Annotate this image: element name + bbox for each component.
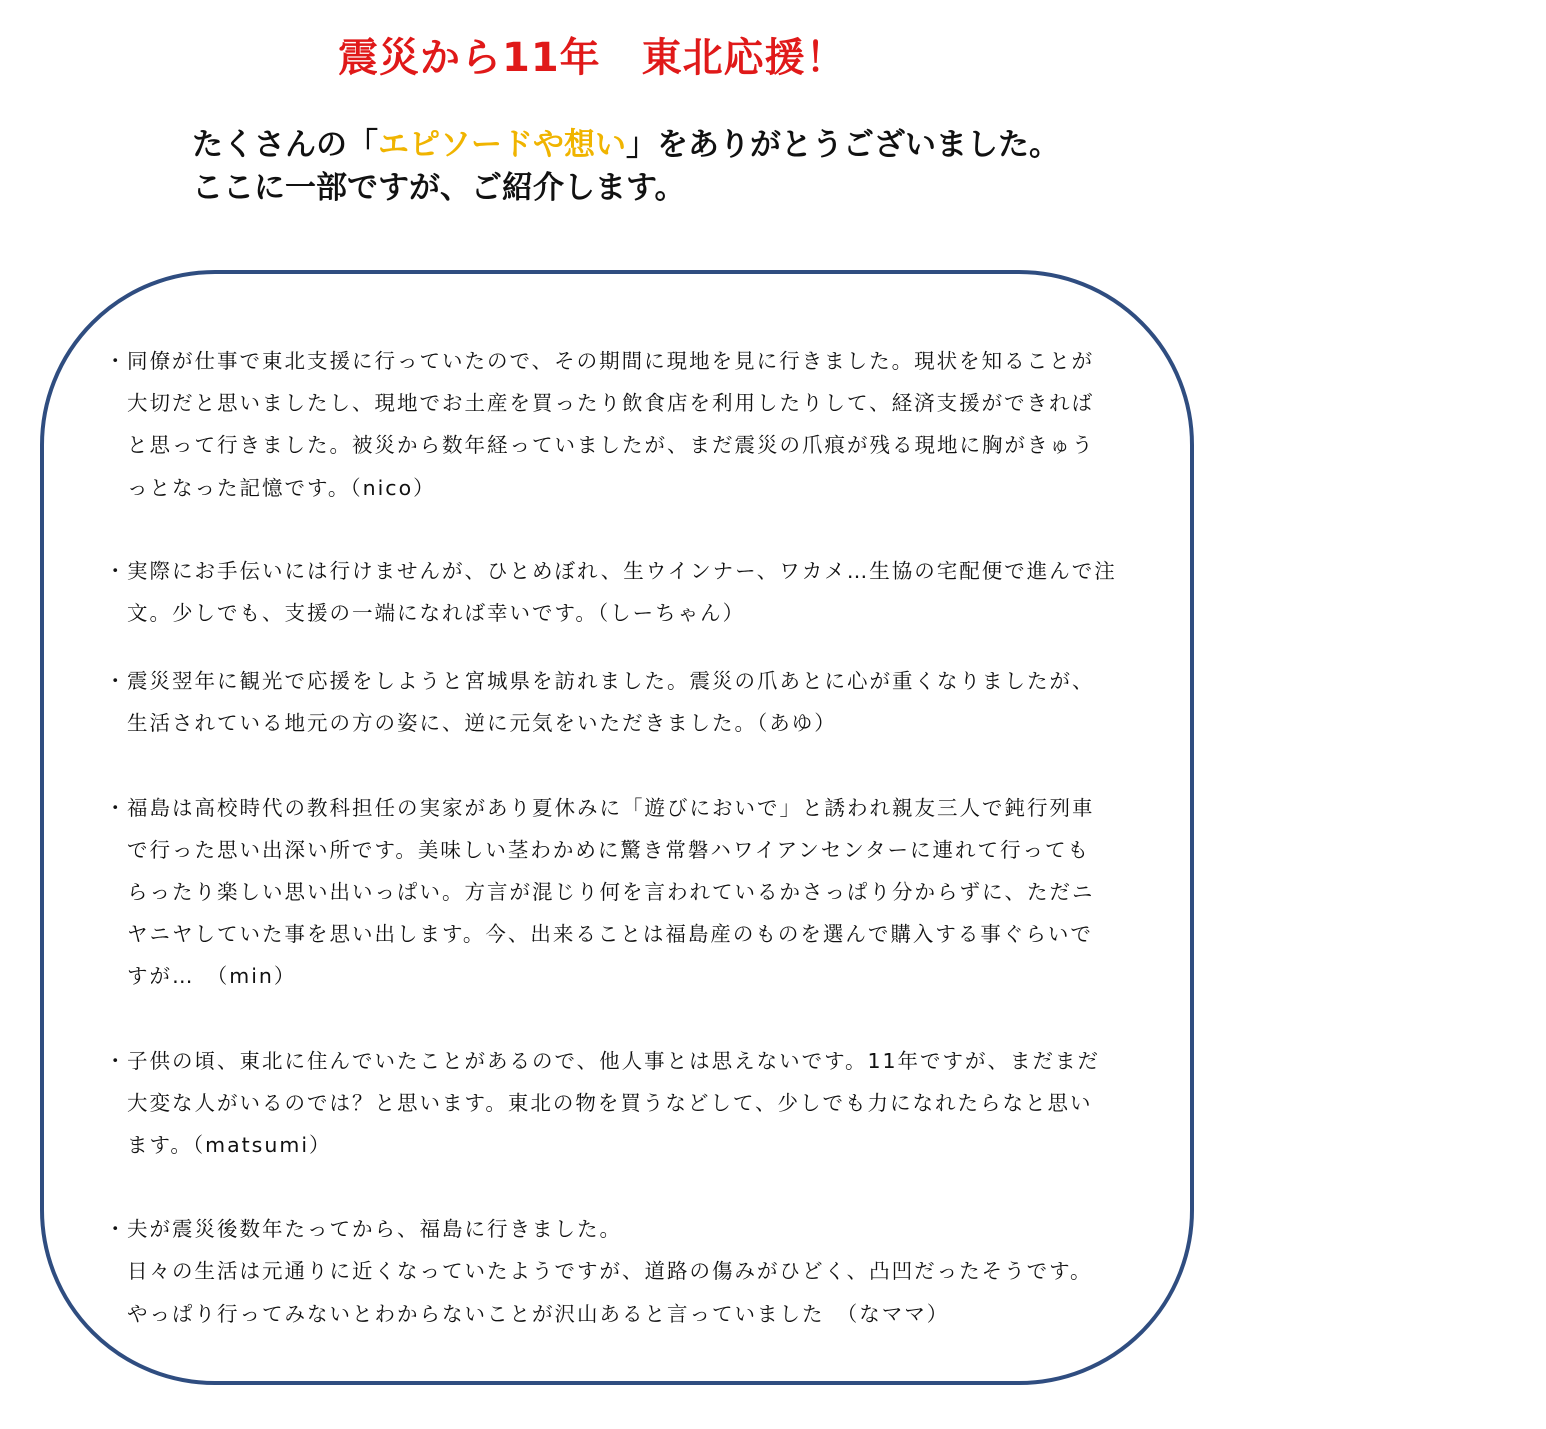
episode-line: で行った思い出深い所です。美味しい茎わかめに驚き常磐ハワイアンセンターに連れて行っても — [127, 837, 1090, 862]
episode-item — [105, 787, 1145, 998]
subtitle-text-before: たくさんの「 — [192, 127, 378, 163]
episode-list — [105, 340, 1145, 1335]
subtitle-line-1 — [192, 124, 1060, 167]
episode-line: 大変な人がいるのでは？と思います。東北の物を買うなどして、少しでも力になれたらなと思い — [127, 1090, 1093, 1115]
subtitle-line-2: ここに一部ですが、ご紹介します。 — [192, 170, 686, 206]
episode-line: ヤニヤしていた事を思い出します。今、出来ることは福島産のものを選んで購入する事ぐらいで — [127, 922, 1093, 947]
subtitle-text-after: 」をありがとうございました。 — [626, 127, 1060, 163]
episode-item — [105, 1040, 1145, 1167]
bullet-marker: ・ — [105, 1048, 128, 1073]
episode-line: 大切だと思いましたし、現地でお土産を買ったり飲食店を利用したりして、経済支援ができれば — [127, 391, 1095, 416]
bullet-marker: ・ — [105, 349, 128, 373]
bullet-marker: ・ — [105, 1217, 128, 1242]
episode-item — [105, 660, 1145, 744]
episode-line: と思って行きました。被災から数年経っていましたが、まだ震災の爪痕が残る現地に胸がきゅう — [127, 433, 1095, 458]
episode-line: っとなった記憶です。（nico） — [127, 475, 436, 500]
bullet-marker: ・ — [105, 558, 128, 583]
episode-line: 日々の生活は元通りに近くなっていたようですが、道路の傷みがひどく、凸凹だったそうです。 — [127, 1259, 1093, 1284]
episode-line: 同僚が仕事で東北支援に行っていたので、その期間に現地を見に行きました。現状を知ることが — [127, 349, 1095, 373]
episode-line: 震災翌年に観光で応援をしようと宮城県を訪れました。震災の爪あとに心が重くなりましたが、 — [127, 669, 1095, 694]
episode-line: すが… （min） — [127, 964, 297, 989]
page-subtitle — [192, 124, 1060, 210]
episode-item — [105, 550, 1145, 634]
bullet-marker: ・ — [105, 795, 128, 820]
episode-line: ます。（matsumi） — [127, 1133, 332, 1158]
episode-line: やっぱり行ってみないとわからないことが沢山あると言っていました （なママ） — [127, 1301, 950, 1326]
episode-line: 生活されている地元の方の姿に、逆に元気をいただきました。（あゆ） — [127, 711, 837, 736]
bullet-marker: ・ — [105, 669, 128, 694]
subtitle-highlight: エピソードや想い — [378, 127, 626, 163]
episode-line: 福島は高校時代の教科担任の実家があり夏休みに「遊びにおいで」と誘われ親友三人で鈍行列車 — [127, 795, 1095, 820]
episode-line: 子供の頃、東北に住んでいたことがあるので、他人事とは思えないです。11年ですが、まだまだ — [127, 1048, 1101, 1073]
page-title: 震災から11年 東北応援！ — [338, 35, 847, 81]
episode-line: 実際にお手伝いには行けませんが、ひとめぼれ、生ウインナー、ワカメ…生協の宅配便で進んで注 — [127, 558, 1117, 583]
episode-item — [105, 340, 1145, 509]
episode-line: らったり楽しい思い出いっぱい。方言が混じり何を言われているかさっぱり分からずに、ただニ — [127, 880, 1095, 905]
episode-item — [105, 1208, 1145, 1335]
episode-line: 夫が震災後数年たってから、福島に行きました。 — [127, 1217, 622, 1242]
episode-line: 文。少しでも、支援の一端になれば幸いです。（しーちゃん） — [127, 601, 746, 626]
